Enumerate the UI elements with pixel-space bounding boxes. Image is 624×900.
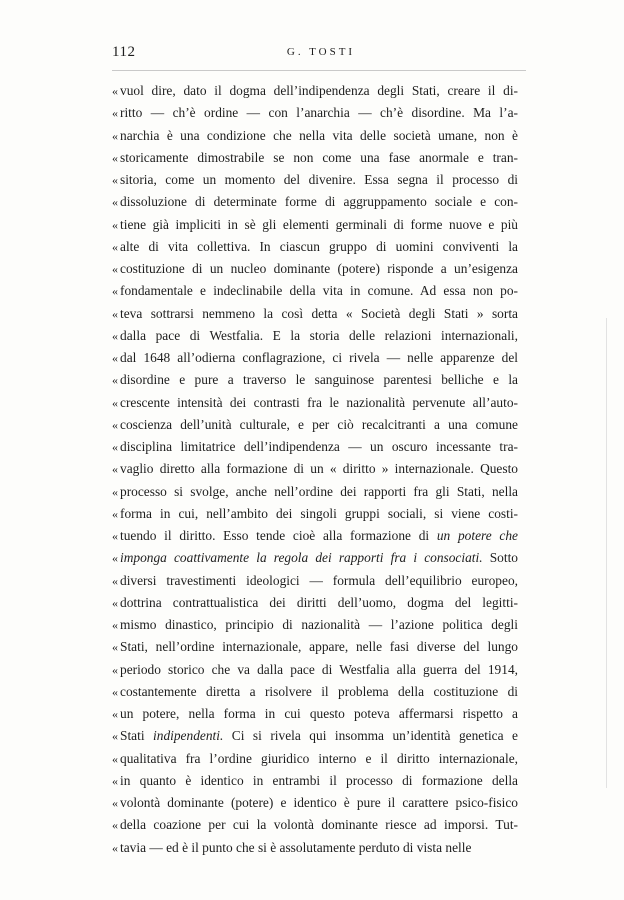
line-text: tiene già impliciti in sè gli elementi germinali di forme nuove e più [120,216,518,232]
text-line [112,303,518,325]
line-text: Stati [120,728,154,744]
text-line [112,125,518,147]
text-line [112,525,518,547]
page-number: 112 [112,44,136,60]
line-text: vuol dire, dato il dogma dell’indipendenza degli Stati, creare il di- [120,83,518,98]
page-edge-shadow [606,318,607,788]
text-line [112,347,518,369]
italic-text: indipendenti. [153,728,224,744]
text-line [112,570,518,592]
text-line [112,636,518,658]
quote-mark: « [112,351,118,365]
quote-mark: « [112,840,118,855]
text-line [112,414,518,436]
line-text: fondamentale e indeclinabile della vita in comune. Ad essa non po- [120,283,518,299]
running-head-author: G. TOSTI [286,46,356,58]
line-text: coscienza dell’unità culturale, e per ciò recalcitranti a una comune [120,416,518,432]
line-text: mismo dinastico, principio di nazionalità — l’azione politica degli [120,617,518,632]
quote-mark: « [112,462,118,477]
text-line [112,280,518,302]
header-rule [112,70,526,71]
line-text: un potere, nella forma in cui questo poteva affermarsi rispetto a [120,706,518,721]
quote-mark: « [112,395,118,410]
text-line [112,592,518,614]
text-line [112,80,518,102]
line-text: forma in cui, nell’ambito dei singoli gruppi sociali, si viene costi- [120,505,518,521]
text-line [112,258,518,280]
line-text: processo si svolge, anche nell’ordine dei rapporti fra gli Stati, nella [120,483,518,499]
line-text: tavia — ed è il punto che si è assolutamente perduto di vista nelle [120,839,472,855]
quote-mark: « [112,573,118,588]
line-text: diversi travestimenti ideologici — formula dell’equilibrio europeo, [120,572,518,588]
text-line [112,102,518,124]
text-line [112,147,518,169]
text-line [112,837,518,859]
quote-mark: « [112,796,118,810]
text-line [112,325,518,347]
quote-mark: « [112,551,118,566]
line-text: in quanto è identico in entrambi il processo di formazione della [120,772,518,788]
line-text: dalla pace di Westfalia. E la storia delle relazioni internazionali, [120,327,518,343]
quote-mark: « [112,239,118,254]
line-text: periodo storico che va dalla pace di Westfalia alla guerra del 1914, [120,661,518,677]
running-head [112,44,530,64]
text-line [112,792,518,814]
quote-mark: « [112,640,118,655]
quote-mark: « [112,306,118,321]
line-text: dissoluzione di determinate forme di aggruppamento sociale e con- [120,194,518,210]
line-text: della coazione per cui la volontà dominante riesce ad imporsi. Tut- [120,817,518,833]
quote-mark: « [112,729,118,744]
text-line [112,458,518,480]
quote-mark: « [112,618,118,632]
line-text: sitoria, come un momento del divenire. Essa segna il processo di [120,172,518,187]
quote-mark: « [112,106,118,121]
line-text: teva sottrarsi nemmeno la così detta « Società degli Stati » sorta [120,305,518,321]
line-text: volontà dominante (potere) e identico è pure il carattere psico-fisico [120,795,518,810]
quote-mark: « [112,484,118,499]
line-text: ritto — ch’è ordine — con l’anarchia — ch’è disordine. Ma l’a- [120,105,518,121]
text-line [112,169,518,191]
text-line [112,503,518,525]
quote-mark: « [112,84,118,98]
text-line [112,191,518,213]
quote-mark: « [112,818,118,833]
line-text: storicamente dimostrabile se non come una fase anormale e tran- [120,149,518,165]
line-text: narchia è una condizione che nella vita delle società umane, non è [120,127,518,143]
quote-mark: « [112,684,118,699]
text-line [112,547,518,569]
text-line [112,214,518,236]
quote-mark: « [112,328,118,343]
text-line [112,614,518,636]
quote-mark: « [112,217,118,232]
quote-mark: « [112,195,118,210]
quote-mark: « [112,262,118,276]
line-text: tuendo il diritto. Esso tende cioè alla formazione di [120,528,437,543]
text-line [112,770,518,792]
body-text [112,80,518,859]
line-text: costituzione di un nucleo dominante (potere) risponde a un’esigenza [120,261,518,276]
text-line [112,725,518,747]
text-line [112,703,518,725]
quote-mark: « [112,440,118,454]
text-line [112,814,518,836]
quote-mark: « [112,773,118,788]
text-line [112,481,518,503]
quote-mark: « [112,595,118,610]
text-line [112,748,518,770]
line-text: dottrina contrattualistica dei diritti dell’uomo, dogma del legitti- [120,594,518,610]
italic-text: imponga coattivamente la regola dei rapporti fra i consociati. [120,550,483,566]
text-line [112,681,518,703]
line-text: dal 1648 all’odierna conflagrazione, ci rivela — nelle apparenze del [120,350,518,365]
line-text: Sotto [482,550,518,566]
quote-mark: « [112,150,118,165]
line-text: crescente intensità dei contrasti fra le nazionalità pervenute all’auto- [120,394,518,410]
quote-mark: « [112,506,118,521]
line-text: Ci si rivela qui insomma un’identità genetica e [223,728,518,744]
line-text: costantemente diretta a risolvere il problema della costituzione di [120,683,518,699]
quote-mark: « [112,417,118,432]
quote-mark: « [112,373,118,388]
line-text: Stati, nell’ordine internazionale, appare, nelle fasi diverse del lungo [120,639,518,655]
quote-mark: « [112,751,118,766]
italic-text: un potere che [436,528,518,543]
quote-mark: « [112,128,118,143]
line-text: vaglio diretto alla formazione di un « diritto » internazionale. Questo [120,461,518,477]
text-line [112,436,518,458]
line-text: alte di vita collettiva. In ciascun gruppo di uomini conviventi la [120,238,518,254]
text-line [112,392,518,414]
line-text: disordine e pure a traverso le sanguinose parentesi belliche e la [120,372,518,388]
quote-mark: « [112,284,118,299]
quote-mark: « [112,529,118,543]
text-line [112,659,518,681]
quote-mark: « [112,707,118,721]
quote-mark: « [112,173,118,187]
line-text: disciplina limitatrice dell’indipendenza — un oscuro incessante tra- [120,439,518,454]
text-line [112,236,518,258]
text-line [112,369,518,391]
quote-mark: « [112,662,118,677]
line-text: qualitativa fra l’ordine giuridico interno e il diritto internazionale, [120,750,518,766]
